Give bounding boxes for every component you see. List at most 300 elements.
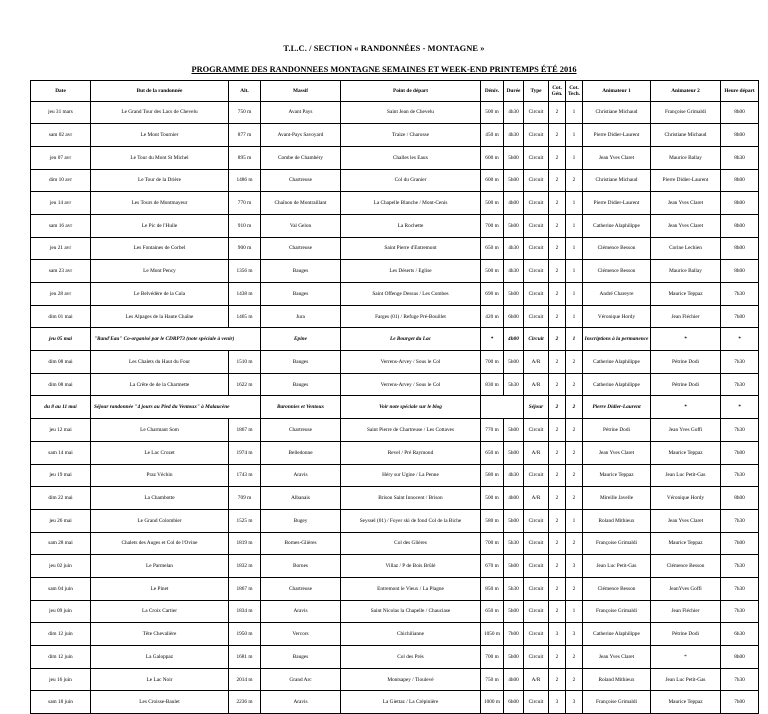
table-row (31, 555, 759, 578)
cell-but: La Galoppaz (91, 646, 229, 669)
cell-depart: Col des Prés (341, 646, 481, 669)
cell-massif: Avant Pays (261, 101, 341, 124)
cell-animateur-1: Jean Yves Claret (583, 441, 651, 464)
cell-date: du 8 au 11 mai (31, 396, 91, 419)
cell-alt: 2236 m (229, 691, 261, 714)
cell-cot-tech: 1 (566, 146, 583, 169)
cell-cot-gen: 2 (549, 600, 566, 623)
cell-but: Le Tour du Mont St Michel (91, 146, 229, 169)
cell-duree: 4h00 (504, 668, 524, 691)
cell-animateur-1: Catherine Alaphilippe (583, 351, 651, 374)
cell-deniv: * (481, 328, 504, 351)
cell-type: Circuit (524, 237, 549, 260)
cell-alt: 910 m (229, 214, 261, 237)
cell-deniv: 850 m (481, 577, 504, 600)
cell-type: Circuit (524, 192, 549, 215)
cell-deniv: 420 m (481, 305, 504, 328)
cell-but: Le Mont Tournier (91, 124, 229, 147)
cell-type: Circuit (524, 691, 549, 714)
cell-massif: Grand Arc (261, 668, 341, 691)
cell-deniv: 1050 m (481, 623, 504, 646)
cell-duree: 5h00 (504, 646, 524, 669)
cell-deniv: 700 m (481, 214, 504, 237)
table-row (31, 214, 759, 237)
cell-heure: 6h30 (721, 623, 759, 646)
cell-type: A/R (524, 373, 549, 396)
cell-alt: 895 m (229, 146, 261, 169)
cell-cot-tech: 3 (566, 691, 583, 714)
cell-date: jeu 31 mars (31, 101, 91, 124)
cell-animateur-2: * (651, 328, 721, 351)
cell-cot-tech: 1 (566, 283, 583, 306)
cell-alt: 1465 m (229, 305, 261, 328)
cell-date: jeu 07 avr (31, 146, 91, 169)
cell-depart: Farges (01) / Refuge Pré-Bouillet (341, 305, 481, 328)
cell-type: Circuit (524, 600, 549, 623)
cell-animateur-1: Roland Mithieux (583, 509, 651, 532)
cell-animateur-1: Clémence Besson (583, 260, 651, 283)
cell-heure: 7h30 (721, 351, 759, 374)
page-title: T.L.C. / SECTION « RANDONNÉES - MONTAGNE » (283, 44, 485, 53)
cell-massif: Chaînon de Montraillant (261, 192, 341, 215)
cell-heure: * (721, 328, 759, 351)
cell-massif: Bugey (261, 509, 341, 532)
table-row (31, 283, 759, 306)
cell-but: Le Grand Colombier (91, 509, 229, 532)
table-row (31, 305, 759, 328)
cell-cot-tech: 1 (566, 237, 583, 260)
header-date: Date (31, 81, 91, 102)
cell-cot-gen: 2 (549, 441, 566, 464)
table-row (31, 509, 759, 532)
cell-cot-tech: 1 (566, 260, 583, 283)
cell-deniv: 750 m (481, 668, 504, 691)
cell-deniv: 650 m (481, 237, 504, 260)
cell-cot-gen: 2 (549, 260, 566, 283)
cell-date: jeu 09 juin (31, 600, 91, 623)
cell-alt: 709 m (229, 487, 261, 510)
cell-depart: Revel / Pré Raymond (341, 441, 481, 464)
cell-type: Circuit (524, 101, 549, 124)
cell-alt: 770 m (229, 192, 261, 215)
cell-animateur-2: Jean Yves Goffi (651, 419, 721, 442)
cell-depart: La Chapelle Blanche / Mont-Cenis (341, 192, 481, 215)
cell-but: Les Alpages de la Haute Chaîne (91, 305, 229, 328)
cell-cot-tech: 3 (566, 555, 583, 578)
table-header-row (31, 81, 759, 102)
table-row (31, 600, 759, 623)
cell-but: Le Parmelan (91, 555, 229, 578)
cell-depart: Saint Jean de Chevelu (341, 101, 481, 124)
cell-cot-gen: 2 (549, 555, 566, 578)
cell-depart: Challes les Eaux (341, 146, 481, 169)
cell-heure: 7h30 (721, 577, 759, 600)
cell-depart: Col des Glières (341, 532, 481, 555)
cell-duree: 5h00 (504, 441, 524, 464)
cell-alt: 1832 m (229, 555, 261, 578)
cell-heure: 8h00 (721, 260, 759, 283)
table-row (31, 146, 759, 169)
cell-animateur-2: Clémence Besson (651, 555, 721, 578)
cell-massif: Bauges (261, 646, 341, 669)
cell-depart: Saint Nicolas la Chapelle / Chauciase (341, 600, 481, 623)
cell-cot-tech: 2 (566, 441, 583, 464)
cell-cot-tech: 1 (566, 214, 583, 237)
cell-deniv: 700 m (481, 532, 504, 555)
cell-type: Circuit (524, 646, 549, 669)
cell-depart: Les Déserts / Eglise (341, 260, 481, 283)
cell-date: dim 12 juin (31, 623, 91, 646)
cell-cot-tech: 1 (566, 509, 583, 532)
cell-date: jeu 12 mai (31, 419, 91, 442)
cell-deniv: 830 m (481, 373, 504, 396)
header-cot-gen: Cot. Gén. (549, 81, 566, 102)
cell-deniv: 700 m (481, 351, 504, 374)
cell-heure: 8h00 (721, 646, 759, 669)
cell-type: Circuit (524, 260, 549, 283)
cell-heure: 8h00 (721, 192, 759, 215)
cell-but: Praz Véchin (91, 464, 229, 487)
cell-alt: 877 m (229, 124, 261, 147)
cell-date: jeu 21 avr (31, 237, 91, 260)
cell-animateur-2: Jean Yves Claret (651, 509, 721, 532)
cell-duree: 4h30 (504, 237, 524, 260)
cell-cot-gen: 3 (549, 691, 566, 714)
cell-depart: Voir note spéciale sur le blog (341, 396, 481, 419)
cell-date: sam 28 mai (31, 532, 91, 555)
cell-heure: 7h30 (721, 373, 759, 396)
table-row (31, 328, 759, 351)
cell-date: jeu 14 avr (31, 192, 91, 215)
cell-animateur-2: Pierre Didier-Laurent (651, 169, 721, 192)
cell-duree: 4h30 (504, 124, 524, 147)
cell-animateur-2: Maurice Teppaz (651, 691, 721, 714)
cell-duree: 5h00 (504, 509, 524, 532)
cell-animateur-1: Catherine Alaphilippe (583, 373, 651, 396)
cell-but: Le Pinet (91, 577, 229, 600)
table-row (31, 487, 759, 510)
cell-animateur-2: Jean Yves Claret (651, 192, 721, 215)
cell-depart: Montsapey / Tioulevé (341, 668, 481, 691)
cell-cot-gen: 2 (549, 237, 566, 260)
cell-animateur-2: JeanYves Goffi (651, 577, 721, 600)
cell-animateur-1: Jean Yves Claret (583, 146, 651, 169)
cell-but: La Chambotte (91, 487, 229, 510)
cell-cot-gen: 2 (549, 668, 566, 691)
cell-massif: Bauges (261, 351, 341, 374)
cell-duree: 5h00 (504, 600, 524, 623)
cell-deniv: 600 m (481, 146, 504, 169)
cell-heure: 8h00 (721, 101, 759, 124)
cell-cot-gen: 2 (549, 214, 566, 237)
cell-animateur-1: Pierre Didier-Laurent (583, 396, 651, 419)
cell-heure: 7h30 (721, 419, 759, 442)
cell-animateur-2: Françoise Grimaldi (651, 101, 721, 124)
cell-massif: Chartreuse (261, 237, 341, 260)
cell-animateur-1: Catherine Alaphilippe (583, 214, 651, 237)
cell-type: Circuit (524, 169, 549, 192)
cell-date: sam 04 juin (31, 577, 91, 600)
cell-date: dim 08 mai (31, 373, 91, 396)
header-type: Type (524, 81, 549, 102)
cell-cot-gen: 2 (549, 577, 566, 600)
cell-animateur-1: Inscriptions à la permanence (583, 328, 651, 351)
cell-depart: Entremont le Vieux / La Plagne (341, 577, 481, 600)
cell-but: Tête Chevalière (91, 623, 229, 646)
table-row (31, 237, 759, 260)
cell-alt: 1486 m (229, 169, 261, 192)
header-duree: Durée (504, 81, 524, 102)
cell-animateur-2: Maurice Teppaz (651, 441, 721, 464)
cell-alt: 1681 m (229, 646, 261, 669)
cell-massif: Combe de Chambéry (261, 146, 341, 169)
cell-date: sam 16 avr (31, 214, 91, 237)
cell-type: A/R (524, 487, 549, 510)
cell-animateur-1: Clémence Besson (583, 577, 651, 600)
cell-massif: Avant-Pays Savoyard (261, 124, 341, 147)
cell-but: Les Croisse-Baulet (91, 691, 229, 714)
cell-alt: 1819 m (229, 532, 261, 555)
cell-but: La Crête de de la Charmette (91, 373, 229, 396)
header-massif: Massif (261, 81, 341, 102)
header-depart: Point de départ (341, 81, 481, 102)
cell-depart: Le Bourget du Lac (341, 328, 481, 351)
cell-animateur-2: Maurice Teppaz (651, 283, 721, 306)
cell-animateur-1: Maurice Teppaz (583, 464, 651, 487)
cell-deniv: 500 m (481, 487, 504, 510)
table-row (31, 169, 759, 192)
cell-animateur-2: * (651, 646, 721, 669)
cell-depart: Brison Saint Innocent / Brison (341, 487, 481, 510)
cell-animateur-2: Christiane Michaud (651, 124, 721, 147)
cell-animateur-2: Jean Luc Petit-Gas (651, 668, 721, 691)
cell-but: Le Pic de l'Huile (91, 214, 229, 237)
cell-date: dim 22 mai (31, 487, 91, 510)
cell-heure: 7h30 (721, 464, 759, 487)
cell-massif: Bauges (261, 283, 341, 306)
cell-date: dim 12 juin (31, 646, 91, 669)
cell-animateur-1: Véronique Hordy (583, 305, 651, 328)
cell-depart: Traize / Charosse (341, 124, 481, 147)
cell-alt: 1356 m (229, 260, 261, 283)
table-row (31, 691, 759, 714)
header-cot-tech: Cot. Tech. (566, 81, 583, 102)
cell-cot-tech: 1 (566, 328, 583, 351)
cell-heure: 8h00 (721, 169, 759, 192)
cell-date: jeu 19 mai (31, 464, 91, 487)
cell-heure: 8h00 (721, 124, 759, 147)
cell-type: Circuit (524, 328, 549, 351)
cell-cot-tech: 2 (566, 351, 583, 374)
cell-but: Le Grand Tour des Lacs de Chevelu (91, 101, 229, 124)
cell-but: Le Lac Noir (91, 668, 229, 691)
cell-date: jeu 05 mai (31, 328, 91, 351)
cell-duree: 4h00 (504, 487, 524, 510)
cell-deniv: 700 m (481, 646, 504, 669)
cell-cot-gen: 2 (549, 373, 566, 396)
cell-animateur-2: Pétrine Dodi (651, 373, 721, 396)
cell-massif: Jura (261, 305, 341, 328)
cell-deniv: 670 m (481, 555, 504, 578)
cell-deniv (481, 396, 524, 419)
cell-depart: Col du Granier (341, 169, 481, 192)
cell-type: Circuit (524, 532, 549, 555)
cell-date: dim 08 mai (31, 351, 91, 374)
cell-duree: 5h00 (504, 283, 524, 306)
cell-cot-gen: 2 (549, 192, 566, 215)
cell-animateur-2: Jean Yves Claret (651, 214, 721, 237)
table-row (31, 646, 759, 669)
cell-massif: Bornes (261, 555, 341, 578)
cell-animateur-1: Pierre Didier-Laurent (583, 192, 651, 215)
cell-cot-gen: 2 (549, 532, 566, 555)
cell-animateur-1: Pierre Didier-Laurent (583, 124, 651, 147)
cell-type: Séjour (524, 396, 549, 419)
cell-cot-gen: 2 (549, 101, 566, 124)
cell-heure: 7h30 (721, 555, 759, 578)
cell-date: sam 02 avr (31, 124, 91, 147)
cell-animateur-1: Françoise Grimaldi (583, 600, 651, 623)
cell-deniv: 450 m (481, 124, 504, 147)
cell-cot-tech: 3 (566, 623, 583, 646)
cell-alt: 1950 m (229, 623, 261, 646)
cell-animateur-1: Christiane Michaud (583, 101, 651, 124)
cell-heure: 8h00 (721, 214, 759, 237)
cell-alt: 750 m (229, 101, 261, 124)
cell-animateur-2: Maurice Ballay (651, 260, 721, 283)
cell-duree: 7h00 (504, 623, 524, 646)
cell-duree: 5h30 (504, 577, 524, 600)
cell-duree: 5h30 (504, 373, 524, 396)
cell-cot-gen: 2 (549, 419, 566, 442)
table-row (31, 419, 759, 442)
cell-massif: Vercors (261, 623, 341, 646)
table-row (31, 396, 759, 419)
cell-but: La Croix Cartier (91, 600, 229, 623)
cell-type: Circuit (524, 283, 549, 306)
table-row (31, 260, 759, 283)
cell-cot-gen: 2 (549, 464, 566, 487)
cell-alt: 1622 m (229, 373, 261, 396)
cell-massif: Albanais (261, 487, 341, 510)
cell-massif: Epine (261, 328, 341, 351)
cell-duree: 4h30 (504, 260, 524, 283)
cell-cot-gen: 2 (549, 124, 566, 147)
cell-duree: 4h30 (504, 464, 524, 487)
cell-cot-gen: 2 (549, 487, 566, 510)
cell-cot-tech: 2 (566, 464, 583, 487)
cell-deniv: 690 m (481, 283, 504, 306)
cell-but: Le Mont Pency (91, 260, 229, 283)
cell-cot-tech: 1 (566, 124, 583, 147)
cell-heure: 7h00 (721, 691, 759, 714)
cell-depart: Saint Pierre de Chartreuse / Les Cottaves (341, 419, 481, 442)
cell-alt: 1867 m (229, 577, 261, 600)
cell-date: dim 01 mai (31, 305, 91, 328)
cell-duree: 4h00 (504, 192, 524, 215)
cell-deniv: 500 m (481, 101, 504, 124)
cell-but: Le Charmant Som (91, 419, 229, 442)
cell-massif: Belledonne (261, 441, 341, 464)
cell-duree: 5h00 (504, 214, 524, 237)
cell-type: Circuit (524, 146, 549, 169)
cell-duree: 5h00 (504, 351, 524, 374)
cell-cot-tech: 2 (566, 169, 583, 192)
cell-but: "Rand'Eau" Co-organisé par le CDRP73 (note spéciale à venir) (91, 328, 261, 351)
cell-date: jeu 26 mai (31, 509, 91, 532)
table-row (31, 668, 759, 691)
cell-animateur-2: Maurice Teppaz (651, 532, 721, 555)
program-subtitle: PROGRAMME DES RANDONNEES MONTAGNE SEMAINES ET WEEK-END PRINTEMPS ÉTÉ 2016 (191, 65, 577, 74)
cell-cot-tech: 2 (566, 646, 583, 669)
cell-depart: Héry sur Ugine / La Penne (341, 464, 481, 487)
cell-deniv: 650 m (481, 441, 504, 464)
cell-heure: * (721, 396, 759, 419)
cell-depart: La Rochette (341, 214, 481, 237)
cell-date: sam 18 juin (31, 691, 91, 714)
cell-type: A/R (524, 351, 549, 374)
cell-type: Circuit (524, 124, 549, 147)
header-animateur-2: Animateur 2 (651, 81, 721, 102)
cell-animateur-2: * (651, 396, 721, 419)
cell-deniv: 1000 m (481, 691, 504, 714)
cell-alt: 1525 m (229, 509, 261, 532)
cell-cot-tech: 2 (566, 419, 583, 442)
cell-massif: Chartreuse (261, 419, 341, 442)
cell-heure: 7h00 (721, 441, 759, 464)
cell-deniv: 500 m (481, 260, 504, 283)
table-row (31, 464, 759, 487)
cell-but: Chalets des Auges et Col de l'Ovine (91, 532, 229, 555)
cell-date: sam 23 avr (31, 260, 91, 283)
cell-animateur-1: Clémence Besson (583, 237, 651, 260)
cell-cot-tech: 2 (566, 373, 583, 396)
cell-deniv: 580 m (481, 509, 504, 532)
cell-deniv: 580 m (481, 464, 504, 487)
cell-massif: Chartreuse (261, 169, 341, 192)
cell-depart: Chichilianne (341, 623, 481, 646)
cell-massif: Aravis (261, 600, 341, 623)
cell-heure: 7h30 (721, 509, 759, 532)
cell-massif: Bauges (261, 373, 341, 396)
cell-duree: 6h00 (504, 691, 524, 714)
cell-cot-tech: 2 (566, 396, 583, 419)
cell-cot-tech: 2 (566, 532, 583, 555)
cell-massif: Aravis (261, 464, 341, 487)
cell-depart: Saint Offenge Dessus / Les Combes (341, 283, 481, 306)
cell-alt: 900 m (229, 237, 261, 260)
cell-but: Le Tour de la Drière (91, 169, 229, 192)
table-row (31, 623, 759, 646)
header-heure: Heure départ (721, 81, 759, 102)
cell-alt: 1438 m (229, 283, 261, 306)
cell-depart: Verrens-Arvey / Sous le Col (341, 351, 481, 374)
header-deniv: Dénív. (481, 81, 504, 102)
cell-deniv: 770 m (481, 419, 504, 442)
cell-animateur-2: Jean Luc Petit-Gas (651, 464, 721, 487)
table-row (31, 101, 759, 124)
cell-depart: Seyssel (01) / Foyer ski de fond Col de la Biche (341, 509, 481, 532)
cell-animateur-2: Maurice Ballay (651, 146, 721, 169)
cell-cot-tech: 1 (566, 600, 583, 623)
cell-animateur-2: Pétrine Dodi (651, 351, 721, 374)
cell-animateur-1: Jean Luc Petit-Gas (583, 555, 651, 578)
cell-but: Séjour randonnée "4 jours au Pied du Ventoux" à Malaucène (91, 396, 261, 419)
cell-but: Les Chalets du Haut du Four (91, 351, 229, 374)
cell-duree: 4h00 (504, 328, 524, 351)
header-animateur-1: Animateur 1 (583, 81, 651, 102)
cell-alt: 1743 m (229, 464, 261, 487)
